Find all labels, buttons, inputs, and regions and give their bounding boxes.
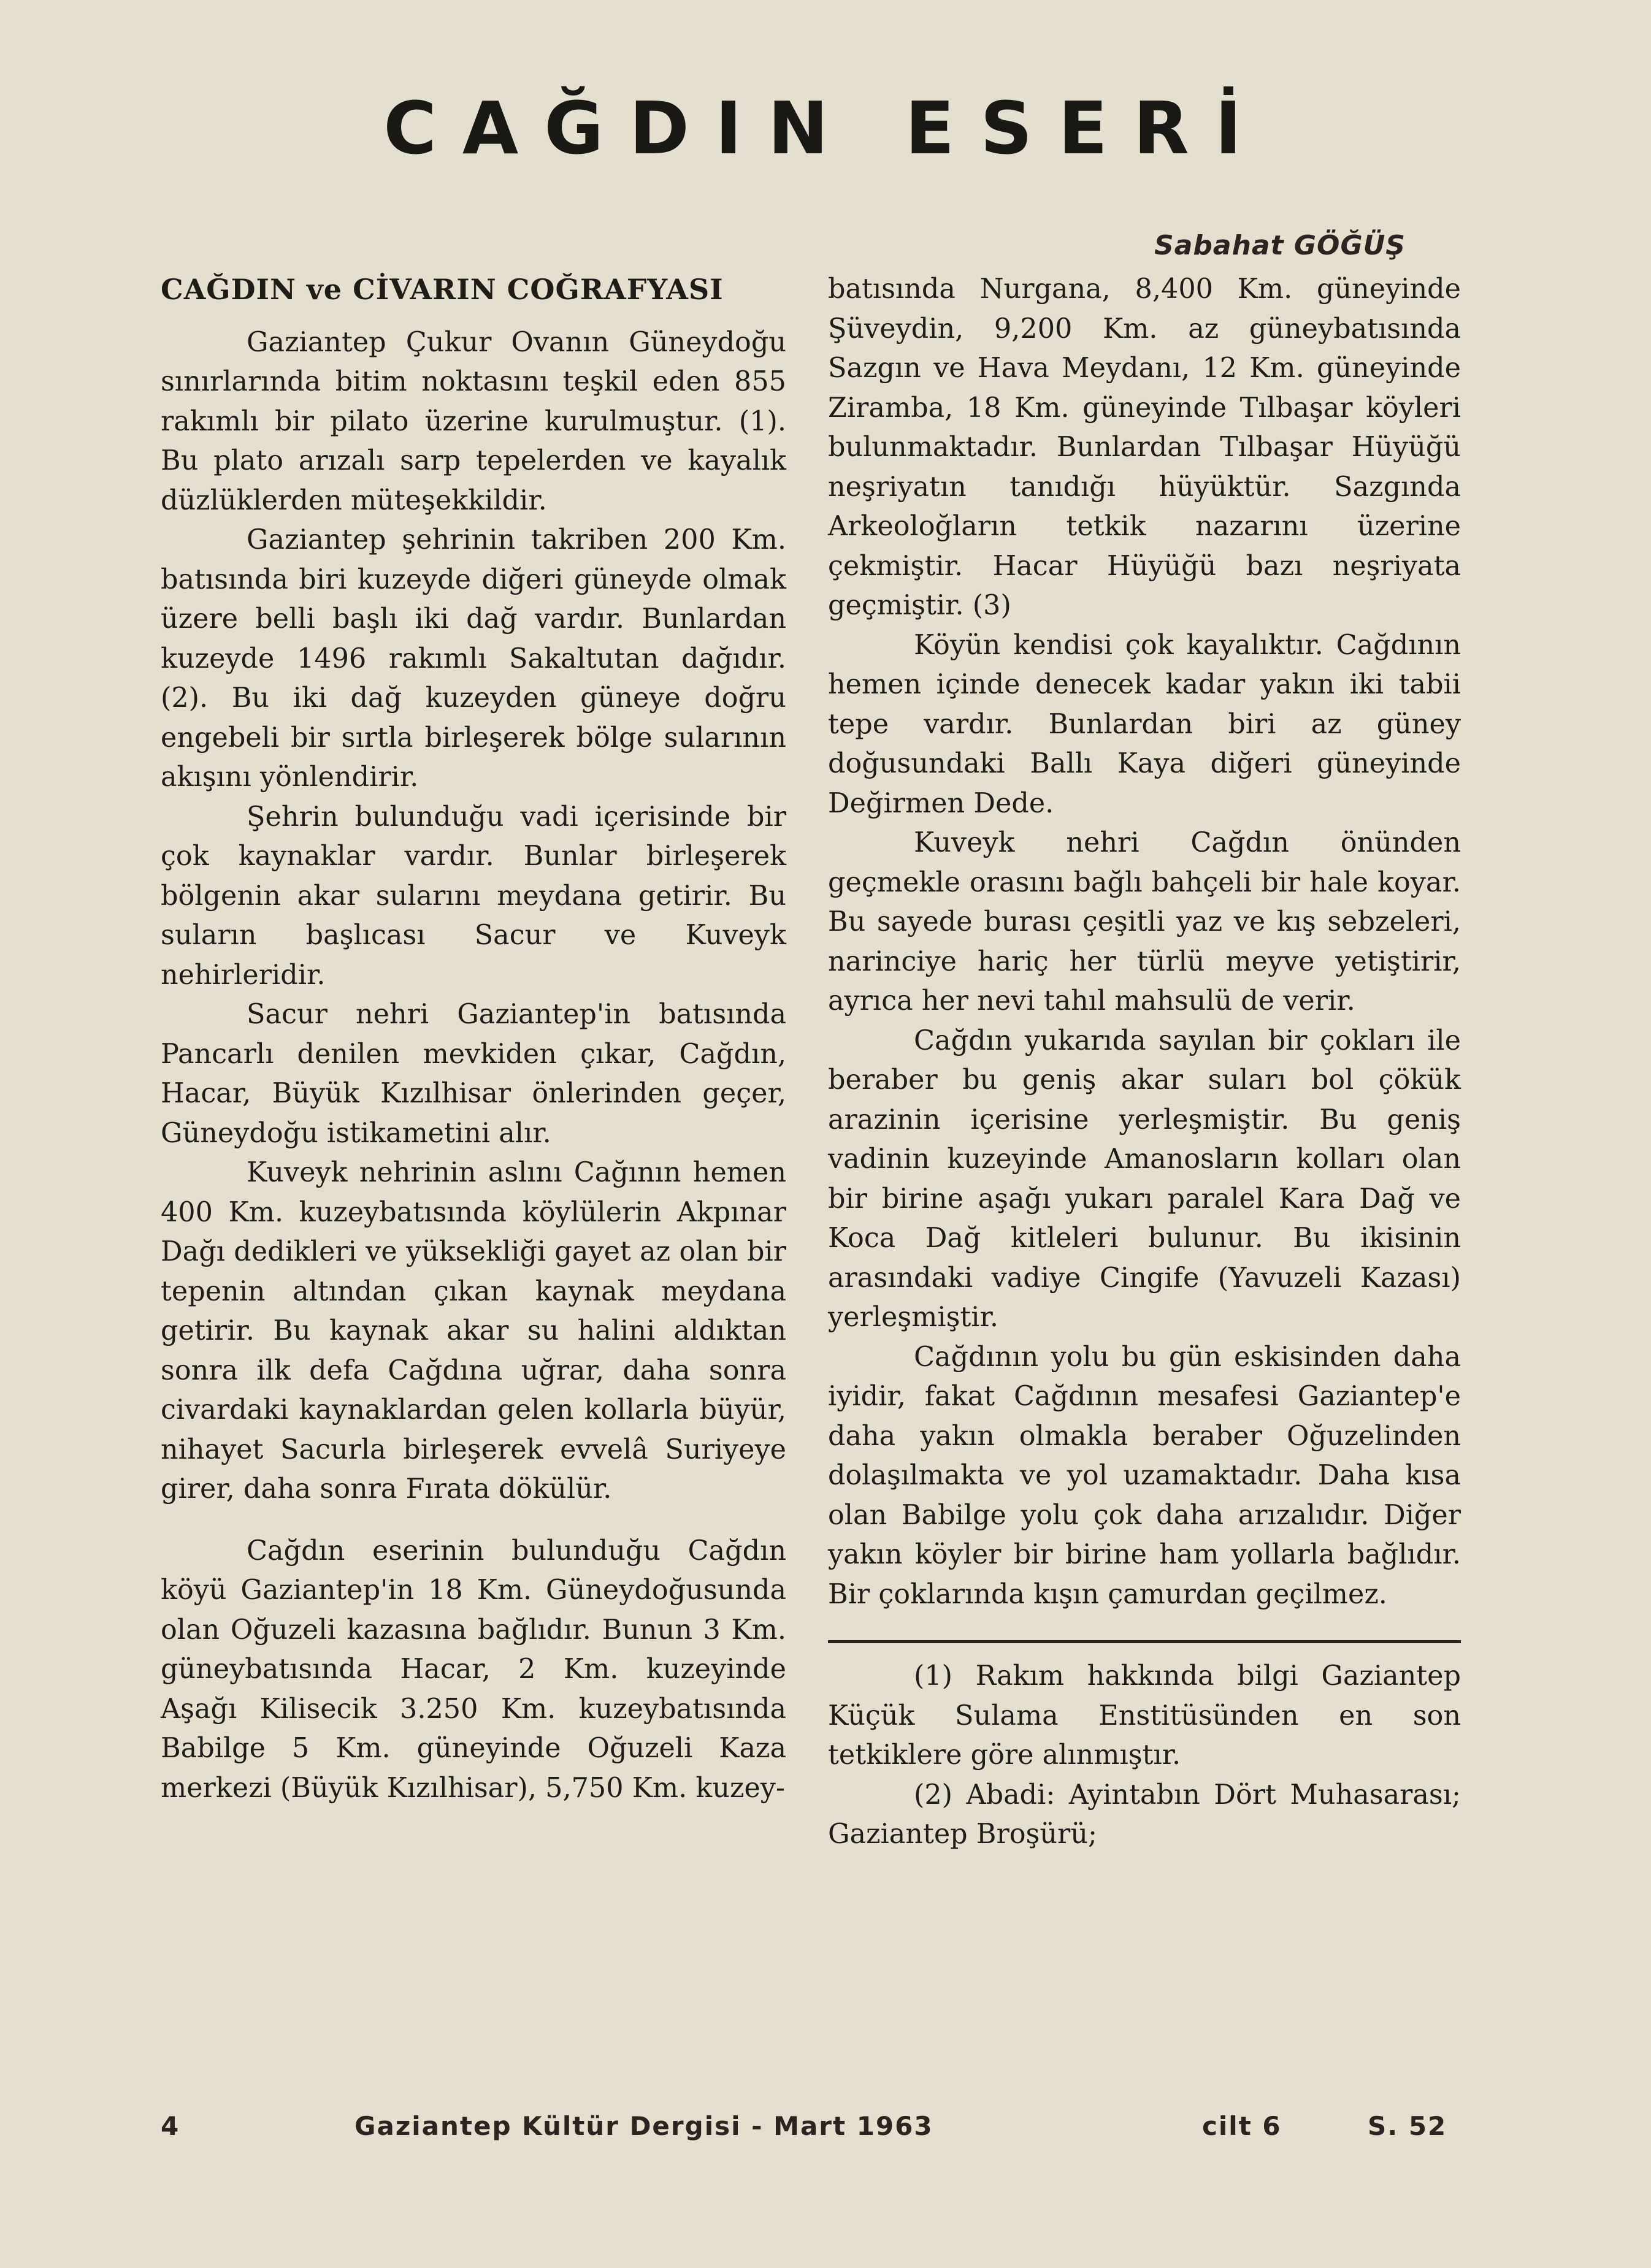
paragraph: Köyün kendisi çok kayalıktır. Cağdının hemen içinde denecek kadar yakın iki tabii tepe vardır. Bunlardan biri az güney doğusundaki Ballı Kaya diğeri güneyinde Değirmen Dede. [828, 629, 1461, 819]
paragraph: Şehrin bulunduğu vadi içerisinde bir çok kaynaklar vardır. Bunlar birleşerek bölgenin akar sularını meydana getirir. Bu suların başlıcası Sacur ve Kuveyk nehirleridir. [161, 801, 786, 991]
paragraph: Cağdın eserinin bulunduğu Cağdın köyü Gaziantep'in 18 Km. Güneydoğusunda olan Oğuzeli kazasına bağlıdır. Bunun 3 Km. güneybatısında Hacar, 2 Km. kuzeyinde Aşağı Kilisecik 3.250 Km. kuzeybatısında Babilge 5 Km. güneyinde Oğuzeli Kaza merkezi (Büyük Kızılhisar), 5,750 Km. kuzey- [161, 1535, 786, 1804]
footnote-divider [828, 1640, 1461, 1643]
page-footer [161, 2111, 1461, 2142]
right-column [828, 270, 1461, 1855]
issue-number: S. 52 [1368, 2111, 1447, 2141]
paragraph: Kuveyk nehri Cağdın önünden geçmekle orasını bağlı bahçeli bir hale koyar. Bu sayede burası çeşitli yaz ve kış sebzeleri, narinciye hariç her türlü meyve yetiştirir, ayrıca her nevi tahıl mahsulü de verir. [828, 827, 1461, 1017]
paragraph: Sacur nehri Gaziantep'in batısında Pancarlı denilen mevkiden çıkar, Cağdın, Hacar, Büyük Kızılhisar önlerinden geçer, Güneydoğu istikametini alır. [161, 999, 786, 1149]
journal-info: Gaziantep Kültür Dergisi - Mart 1963 [354, 2111, 933, 2141]
page-number: 4 [161, 2111, 180, 2141]
footnote: (1) Rakım hakkında bilgi Gaziantep Küçük Sulama Enstitüsünden en son tetkiklere göre alınmıştır. [828, 1660, 1461, 1771]
footnote: (2) Abadi: Ayintabın Dört Muhasarası; Gaziantep Broşürü; [828, 1779, 1461, 1850]
paragraph: Cağdın yukarıda sayılan bir çokları ile beraber bu geniş akar suları bol çökük arazinin içerisine yerleşmiştir. Bu geniş vadinin kuzeyinde Amanosların kolları olan bir birine aşağı yukarı paralel Kara Dağ ve Koca Dağ kitleleri bulunur. Bu ikisinin arasındaki vadiye Cingife (Yavuzeli Kazası) yerleşmiştir. [828, 1025, 1461, 1333]
paragraph: Gaziantep şehrinin takriben 200 Km. batısında biri kuzeyde diğeri güneyde olmak üzere belli başlı iki dağ vardır. Bunlardan kuzeyde 1496 rakımlı Sakaltutan dağıdır. (2). Bu iki dağ kuzeyden güneye doğru engebeli bir sırtla birleşerek bölge sularının akışını yönlendirir. [161, 524, 786, 793]
paragraph: Kuveyk nehrinin aslını Cağının hemen 400 Km. kuzeybatısında köylülerin Akpınar Dağı dedikleri ve yüksekliği gayet az olan bir tepenin altından çıkan kaynak meydana getirir. Bu kaynak akar su halini aldıktan sonra ilk defa Cağdına uğrar, daha sonra civardaki kaynaklardan gelen kollarla büyür, nihayet Sacurla birleşerek evvelâ Suriyeye girer, daha sonra Fırata dökülür. [161, 1157, 786, 1505]
paragraph: Gaziantep Çukur Ovanın Güneydoğu sınırlarında bitim noktasını teşkil eden 855 rakımlı bir pilato üzerine kurulmuştur. (1). Bu plato arızalı sarp tepelerden ve kayalık düzlüklerden müteşekkildir. [161, 326, 786, 516]
volume-label: cilt 6 [1202, 2111, 1282, 2141]
paragraph: batısında Nurgana, 8,400 Km. güneyinde Şüveydin, 9,200 Km. az güneybatısında Sazgın ve Hava Meydanı, 12 Km. güneyinde Ziramba, 18 Km. güneyinde Tılbaşar köyleri bulunmaktadır. Bunlardan Tılbaşar Hüyüğü neşriyatın tanıdığı hüyüktür. Sazgında Arkeoloğların tetkik nazarını üzerine çekmiştir. Hacar Hüyüğü bazı neşriyata geçmiştir. (3) [828, 273, 1461, 621]
author-name: Sabahat GÖĞÜŞ [1154, 230, 1406, 261]
section-heading: CAĞDIN ve CİVARIN COĞRAFYASI [161, 273, 724, 306]
page-title: CAĞDIN ESERİ [383, 86, 1268, 170]
paragraph: Cağdının yolu bu gün eskisinden daha iyidir, fakat Cağdının mesafesi Gaziantep'e daha yakın olmakla beraber Oğuzelinden dolaşılmakta ve yol uzamaktadır. Daha kısa olan Babilge yolu çok daha arızalıdır. Diğer yakın köyler bir birine ham yollarla bağlıdır. Bir çoklarında kışın çamurdan geçilmez. [828, 1341, 1461, 1610]
left-column [161, 270, 786, 1808]
